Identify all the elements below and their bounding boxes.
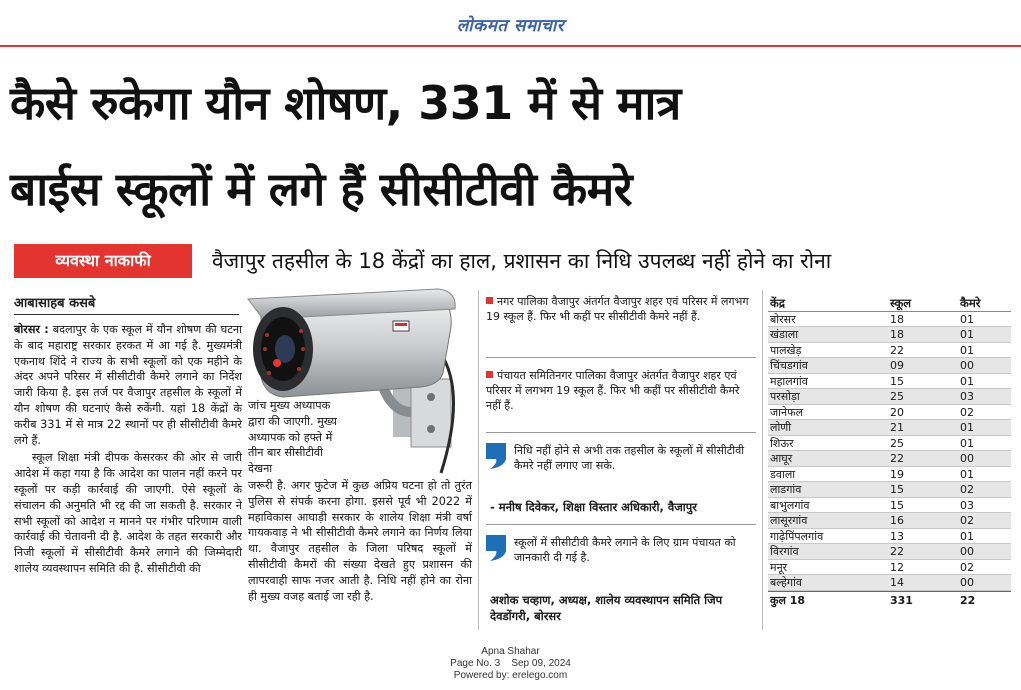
article-column-1 (14, 322, 242, 579)
quote-box-2 (486, 535, 754, 579)
schools-cell: 22 (890, 452, 904, 465)
cameras-cell: 01 (960, 467, 974, 481)
column-header-center: केंद्र (770, 296, 785, 310)
table-total-row (768, 591, 1011, 609)
headline-line-2: बाईस स्कूलों में लगे हैं सीसीटीवी कैमरे (10, 162, 633, 216)
cameras-cell: 01 (960, 529, 974, 543)
headline-line-1: कैसे रुकेगा यौन शोषण, 331 में से मात्र (10, 76, 681, 130)
table-header-row (768, 296, 1011, 312)
separator (486, 524, 756, 525)
table-row (768, 327, 1011, 343)
column-header-schools: स्कूल (890, 296, 912, 310)
center-cell: बाभुलगांव (770, 498, 810, 512)
cameras-cell: 00 (960, 452, 974, 465)
separator (486, 432, 756, 433)
center-cell: चिंचडगांव (770, 359, 808, 372)
cameras-cell: 02 (960, 514, 974, 527)
bullet-square-icon (486, 371, 493, 378)
quote-text: निधि नहीं होने से अभी तक तहसील के स्कूलों में सीसीटीवी कैमरे नहीं लगाए जा सके. (514, 444, 745, 473)
schools-cell: 18 (890, 328, 904, 341)
kicker-label: व्यवस्था नाकाफी (14, 244, 192, 278)
total-schools: 331 (890, 593, 913, 607)
center-cell: बल्हेगांव (770, 576, 803, 589)
schools-cell: 22 (890, 545, 904, 558)
quote-text: स्कूलों में सीसीटीवी कैमरे लगाने के लिए ग्राम पंचायत को जानकारी दी गई है. (514, 536, 736, 565)
subheadline: वैजापुर तहसील के 18 केंद्रों का हाल, प्रशासन का निधि उपलब्ध नहीं होने का रोना (212, 249, 832, 273)
center-cell: खंडाला (770, 328, 799, 341)
total-cameras: 22 (960, 593, 976, 607)
center-cell: लोणी (770, 421, 792, 434)
table-row (768, 358, 1011, 374)
table-row (768, 467, 1011, 483)
quote-attribution-2: अशोक चव्हाण, अध्यक्ष, शालेय व्यवस्थापन समिति जिप देवडोंगरी, बोरसर (490, 593, 723, 623)
centers-table (768, 296, 1011, 609)
article-column-2-bottom: जरूरी है. अगर फुटेज में कुछ अप्रिय घटना हो तो तुरंत पुलिस से संपर्क करना होगा. इससे पूर्व भी 2022 में महाविकास आघाड़ी सरकार के शालेय शिक्षा मंत्री वर्षा गायकवाड़ ने भी सीसीटीवी कैमरे लगाने का निर्णय लिया था. वैजापुर तहसील के जिला परिषद स्कूलों में सीसीटीवी कैमरों की संख्या देखते हुए प्रशासन की लापरवाही साफ नजर आती है. निधि नहीं होने का रोना ही मुख्य वजह बताई जा रही है. (248, 479, 472, 603)
table-row (768, 389, 1011, 405)
schools-cell: 12 (890, 560, 904, 574)
center-cell: बोरसर (770, 312, 796, 326)
brand-title: लोकमत समाचार (456, 16, 565, 36)
cameras-cell: 01 (960, 343, 974, 357)
column-header-cameras: कैमरे (960, 296, 981, 310)
cameras-cell: 01 (960, 436, 974, 450)
schools-cell: 14 (890, 576, 904, 589)
table-row (768, 405, 1011, 421)
quote-mark-icon (486, 535, 506, 561)
cameras-cell: 03 (960, 498, 974, 512)
table-row (768, 575, 1011, 591)
schools-cell: 16 (890, 514, 904, 527)
cameras-cell: 01 (960, 374, 974, 388)
schools-cell: 09 (890, 359, 904, 372)
schools-cell: 25 (890, 390, 904, 403)
center-cell: गाढ़ेपिंपलगांव (770, 529, 824, 543)
article-column-2-top: जांच मुख्य अध्यापक द्वारा की जाएगी. मुख्य अध्यापक को हफ्ते में तीन बार सीसीटीवी देखना (248, 399, 337, 476)
table-row (768, 436, 1011, 452)
quote-mark-icon (486, 443, 506, 469)
table-row (768, 498, 1011, 514)
masthead-rule (0, 45, 1021, 47)
center-cell: विरगांव (770, 545, 799, 558)
total-label: कुल 18 (770, 593, 806, 607)
schools-cell: 25 (890, 436, 904, 450)
cameras-cell: 01 (960, 328, 974, 341)
cameras-cell: 00 (960, 359, 974, 372)
article-paragraph-1 (14, 322, 242, 448)
column-divider (762, 290, 763, 630)
footer-powered-by: Powered by: erelego.com (453, 670, 568, 681)
table-row (768, 513, 1011, 529)
schools-cell: 15 (890, 483, 904, 496)
schools-cell: 21 (890, 421, 904, 434)
table-row (768, 451, 1011, 467)
table-row (768, 420, 1011, 436)
cameras-cell: 01 (960, 312, 974, 326)
schools-cell: 20 (890, 405, 904, 419)
quote-attribution-1: - मनीष दिवेकर, शिक्षा विस्तार अधिकारी, वैजापुर (490, 500, 698, 514)
table-row (768, 560, 1011, 576)
table-body (768, 312, 1011, 591)
schools-cell: 22 (890, 343, 904, 357)
cameras-cell: 02 (960, 405, 974, 419)
bullet-square-icon (486, 297, 493, 304)
table-row (768, 312, 1011, 328)
center-cell: शिऊर (770, 436, 794, 450)
center-cell: लासूरगांव (770, 514, 808, 527)
center-cell: परसोड़ा (770, 390, 800, 403)
bullet-point-1: नगर पालिका वैजापुर अंतर्गत वैजापुर शहर एवं परिसर में लगभग 19 स्कूल हैं. फिर भी कहीं पर सीसीटीवी कैमरे नहीं हैं. (486, 295, 749, 324)
byline: आबासाहब कसबे (14, 293, 239, 315)
center-cell: महालगांव (770, 374, 808, 388)
column-divider (478, 290, 479, 630)
page-footer (0, 646, 1021, 682)
footer-page-date: Page No. 3 Sep 09, 2024 (450, 658, 571, 669)
masthead (0, 0, 1021, 46)
table-row (768, 374, 1011, 390)
schools-cell: 19 (890, 467, 904, 481)
table-row (768, 544, 1011, 560)
cameras-cell: 02 (960, 560, 974, 574)
cameras-cell: 02 (960, 483, 974, 496)
schools-cell: 18 (890, 312, 904, 326)
table-row (768, 482, 1011, 498)
footer-publication: Apna Shahar (481, 646, 540, 657)
schools-cell: 15 (890, 374, 904, 388)
separator (486, 357, 756, 358)
cameras-cell: 00 (960, 545, 974, 558)
dateline: बोरसर : (14, 323, 49, 336)
cameras-cell: 00 (960, 576, 974, 589)
cameras-cell: 03 (960, 390, 974, 403)
schools-cell: 13 (890, 529, 904, 543)
center-cell: मनूर (770, 560, 788, 574)
center-cell: आघूर (770, 452, 793, 465)
cameras-cell: 01 (960, 421, 974, 434)
quote-box-1 (486, 443, 754, 493)
schools-cell: 15 (890, 498, 904, 512)
article-text: बदलापुर के एक स्कूल में यौन शोषण की घटना के बाद महाराष्ट्र सरकार हरकत में आ गई है. मुख्यमंत्री एकनाथ शिंदे ने राज्य के सभी स्कूलों को एक महीने के अंदर अपने परिसर में सीसीटीवी कैमरे लगाने का निर्देश जारी किया है. इस तर्ज पर वैजापुर तहसील के स्कूलों में यौन शोषण की घटनाएं कैसे रुकेंगी. यहां 18 केंद्रों के करीब 331 में से मात्र 22 स्थानों पर ही सीसीटीवी कैमरे लगे हैं. (14, 323, 242, 447)
article-paragraph-2: स्कूल शिक्षा मंत्री दीपक केसरकर की ओर से जारी आदेश में कहा गया है कि आदेश का पालन नहीं करने पर स्कूलों पर कड़ी कार्रवाई की जाएगी. ऐसे स्कूलों के संचालन की अनुमति भी रद्द की जा सकती है. सरकार ने सभी स्कूलों को आदेश न मानने पर गंभीर परिणाम वाली कार्रवाई की चेतावनी दी है. आदेश के तहत सरकारी और निजी स्कूलों में सीसीटीवी कैमरे लगाने की जिम्मेदारी शालेय व्यवस्थापन समिति की है. सीसीटीवी की (14, 451, 242, 575)
table-row (768, 343, 1011, 359)
table-row (768, 529, 1011, 545)
center-cell: पालखेड़ (770, 343, 802, 357)
bullet-point-2: पंचायत समितिनगर पालिका वैजापुर अंतर्गत वैजापुर शहर एवं परिसर में लगभग 19 स्कूल हैं. फिर भी कहीं पर सीसीटीवी कैमरे नहीं हैं. (486, 369, 740, 413)
center-cell: लाडगांव (770, 483, 802, 496)
center-cell: डवाला (770, 467, 796, 481)
center-cell: जानेफल (770, 405, 804, 419)
